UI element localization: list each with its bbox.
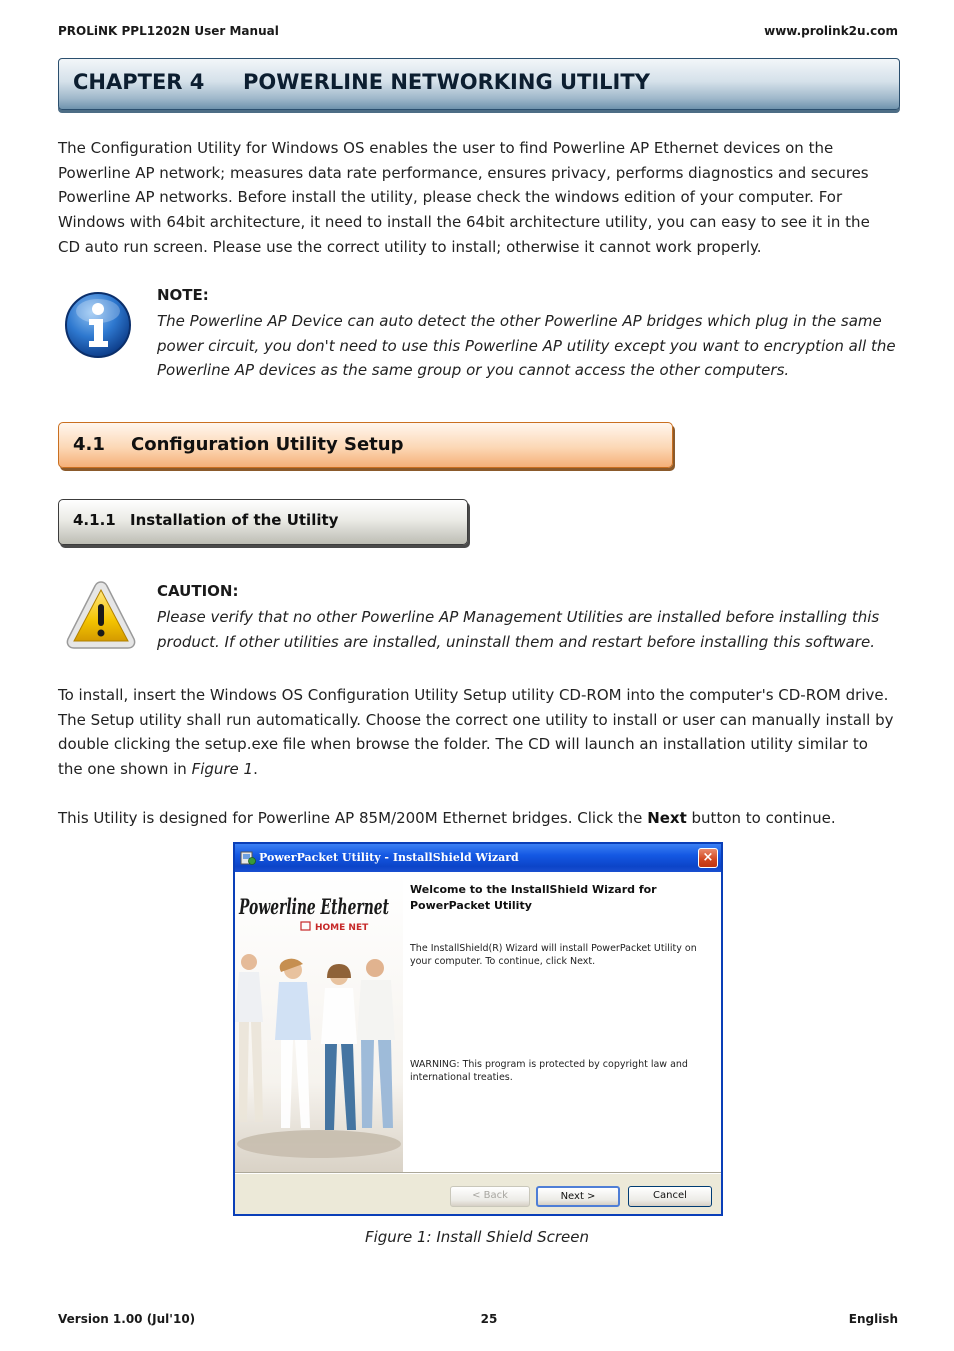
subsection-title: Installation of the Utility (130, 511, 339, 529)
art-brand: HOME NET (315, 923, 369, 933)
info-icon (64, 291, 132, 359)
close-icon[interactable]: × (698, 848, 718, 868)
setup-app-icon (240, 850, 256, 866)
header-manual-title: PROLiNK PPL1202N User Manual (58, 24, 279, 38)
warning-icon (64, 579, 138, 651)
utility-paragraph (58, 806, 896, 831)
section-heading-bar (58, 422, 673, 468)
wizard-titlebar (235, 844, 721, 872)
chapter-title: POWERLINE NETWORKING UTILITY (243, 70, 650, 94)
next-button[interactable]: Next > (536, 1186, 620, 1207)
powerline-ethernet-artwork (235, 872, 403, 1172)
subsection-heading-bar (58, 499, 468, 545)
intro-paragraph: The Configuration Utility for Windows OS enables the user to find Powerline AP Ethernet devices on the Powerline AP network; measures data rate performance, ensures privacy, performs diagnostics and secures Powerline AP networks. Before install the utility, please check the windows edition of your computer. For Windows with 64bit architecture, it need to install the 64bit architecture utility, you can easy to see it in the CD auto run screen. Please use the correct utility to install; otherwise it cannot work properly. (58, 139, 870, 256)
note-body: The Powerline AP Device can auto detect the other Powerline AP bridges which plug in the same power circuit, you don't need to use this Powerline AP utility except you want to encryption all the Powerline AP devices as the same group or you cannot access the other computers. (157, 312, 896, 380)
header-website: www.prolink2u.com (764, 24, 898, 38)
caution-body: Please verify that no other Powerline AP Management Utilities are installed before installing this product. If other utilities are installed, uninstall them and restart before installing this software. (157, 608, 880, 651)
utility-text: This Utility is designed for Powerline AP 85M/200M Ethernet bridges. Click the (58, 809, 648, 827)
note-title: NOTE: (157, 286, 209, 304)
footer-version: Version 1.00 (Jul'10) (58, 1312, 196, 1326)
subsection-number: 4.1.1 (73, 511, 116, 529)
install-paragraph (58, 683, 896, 782)
wizard-heading: Welcome to the InstallShield Wizard for PowerPacket Utility (410, 883, 657, 912)
cancel-button[interactable]: Cancel (628, 1186, 712, 1207)
section-title: Configuration Utility Setup (131, 434, 404, 455)
installshield-wizard-window (233, 842, 723, 1216)
chapter-heading-bar (58, 58, 900, 110)
back-button[interactable]: < Back (450, 1186, 530, 1207)
utility-text-end: button to continue. (686, 809, 836, 827)
caution-title: CAUTION: (157, 582, 239, 600)
install-text: To install, insert the Windows OS Configuration Utility Setup utility CD-ROM into the computer's CD-ROM drive. The Setup utility shall run automatically. Choose the correct one utility to install or user can manually install by double clicking the setup.exe file when browse the folder. The CD will launch an installation utility similar to the one shown in (58, 686, 894, 779)
section-number: 4.1 (73, 434, 105, 455)
wizard-description: The InstallShield(R) Wizard will install PowerPacket Utility on your computer. To continue, click Next. (410, 943, 697, 967)
wizard-body (235, 872, 721, 1172)
footer-language: English (848, 1312, 898, 1326)
next-keyword: Next (647, 809, 687, 827)
page-number: 25 (480, 1312, 498, 1326)
figure-reference: Figure 1 (191, 760, 254, 779)
install-text-end: . (253, 760, 258, 779)
wizard-title-text: PowerPacket Utility - InstallShield Wizard (259, 851, 519, 864)
figure-caption: Figure 1: Install Shield Screen (364, 1228, 590, 1246)
wizard-warning: WARNING: This program is protected by copyright law and international treaties. (410, 1059, 688, 1083)
art-title: Powerline Ethernet (238, 894, 390, 919)
wizard-separator (235, 1172, 721, 1174)
chapter-number: CHAPTER 4 (73, 70, 205, 94)
